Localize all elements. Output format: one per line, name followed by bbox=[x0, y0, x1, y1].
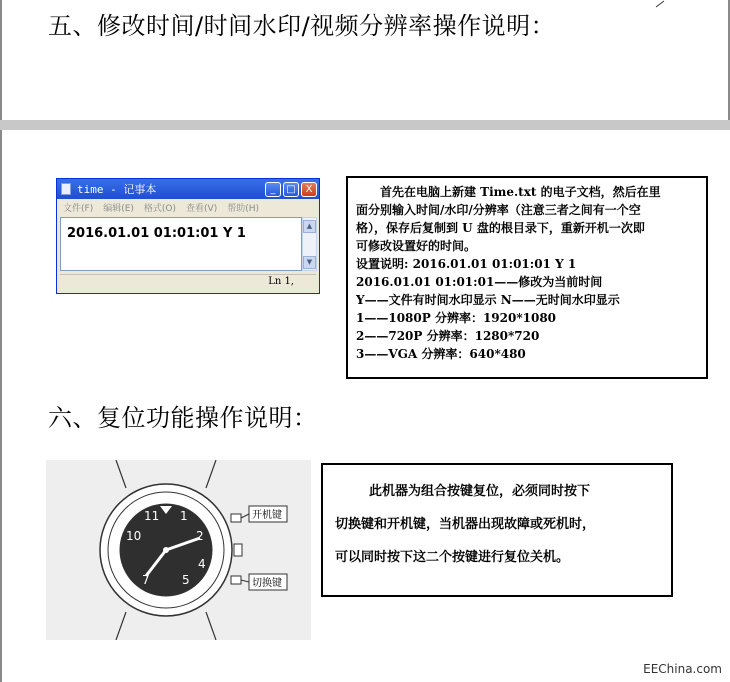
menu-format[interactable]: 格式(O) bbox=[143, 203, 177, 214]
numeral-5: 5 bbox=[182, 573, 190, 587]
maximize-button[interactable]: □ bbox=[283, 182, 299, 197]
notepad-title: time - 记事本 bbox=[77, 183, 157, 196]
notepad-titlebar[interactable] bbox=[57, 179, 319, 199]
vertical-scrollbar[interactable] bbox=[302, 217, 317, 271]
desc-line: 1——1080P 分辨率：1920*1080 bbox=[356, 311, 557, 325]
desc-line: 2——720P 分辨率：1280*720 bbox=[356, 329, 540, 343]
section-5-heading: 五、修改时间/时间水印/视频分辨率操作说明： bbox=[48, 12, 556, 40]
switch-button-label: 切换键 bbox=[252, 578, 282, 589]
notepad-menubar bbox=[57, 199, 319, 215]
page-border-left-lower bbox=[0, 130, 2, 682]
reset-line: 可以同时按下这二个按键进行复位关机。 bbox=[335, 550, 570, 565]
desc-line: 3——VGA 分辨率：640*480 bbox=[356, 347, 526, 361]
reset-line: 此机器为组合按键复位，必须同时按下 bbox=[369, 484, 591, 499]
desc-line: 面分别输入时间/水印/分辨率（注意三者之间有一个空 bbox=[356, 203, 641, 217]
site-watermark: EEChina.com bbox=[643, 662, 722, 676]
watch-drawing bbox=[46, 460, 311, 640]
scroll-down-arrow-icon[interactable]: ▼ bbox=[303, 256, 316, 269]
minimize-button[interactable]: _ bbox=[265, 182, 281, 197]
numeral-2: 2 bbox=[196, 529, 204, 543]
numeral-7: 7 bbox=[142, 573, 150, 587]
page-border-left bbox=[0, 0, 2, 120]
power-button-label: 开机键 bbox=[252, 510, 282, 521]
menu-file[interactable]: 文件(F) bbox=[63, 203, 94, 214]
menu-view[interactable]: 查看(V) bbox=[186, 203, 218, 214]
watch-illustration bbox=[46, 460, 311, 640]
section-6-heading: 六、复位功能操作说明： bbox=[48, 404, 318, 432]
settings-description-box bbox=[346, 176, 708, 379]
desc-line: Y——文件有时间水印显示 N——无时间水印显示 bbox=[356, 293, 620, 307]
status-position: Ln 1, bbox=[268, 276, 294, 287]
desc-line: 格），保存后复制到 U 盘的根目录下，重新开机一次即 bbox=[356, 221, 645, 235]
reset-line: 切换键和开机键，当机器出现故障或死机时， bbox=[335, 517, 596, 532]
menu-help[interactable]: 帮助(H) bbox=[227, 203, 260, 214]
desc-line: 首先在电脑上新建 Time.txt 的电子文档，然后在里 bbox=[380, 185, 661, 199]
menu-edit[interactable]: 编辑(E) bbox=[103, 203, 134, 214]
numeral-4: 4 bbox=[198, 557, 206, 571]
close-button[interactable]: X bbox=[301, 182, 317, 197]
page-gap-band bbox=[0, 120, 730, 130]
scroll-up-arrow-icon[interactable]: ▲ bbox=[303, 220, 316, 233]
notepad-icon bbox=[61, 183, 71, 195]
numeral-1: 1 bbox=[180, 509, 188, 523]
desc-line: 设置说明: 2016.01.01 01:01:01 Y 1 bbox=[356, 257, 577, 271]
desc-line: 2016.01.01 01:01:01——修改为当前时间 bbox=[356, 275, 603, 289]
numeral-11: 11 bbox=[144, 509, 160, 523]
numeral-10: 10 bbox=[126, 529, 142, 543]
reset-description-box bbox=[321, 463, 673, 597]
notepad-window bbox=[56, 178, 320, 294]
notepad-text-area[interactable] bbox=[60, 217, 302, 271]
notepad-content: 2016.01.01 01:01:01 Y 1 bbox=[67, 226, 246, 241]
notepad-statusbar bbox=[60, 274, 316, 290]
desc-line: 可修改设置好的时间。 bbox=[356, 239, 477, 253]
corner-stroke-icon bbox=[654, 0, 668, 8]
